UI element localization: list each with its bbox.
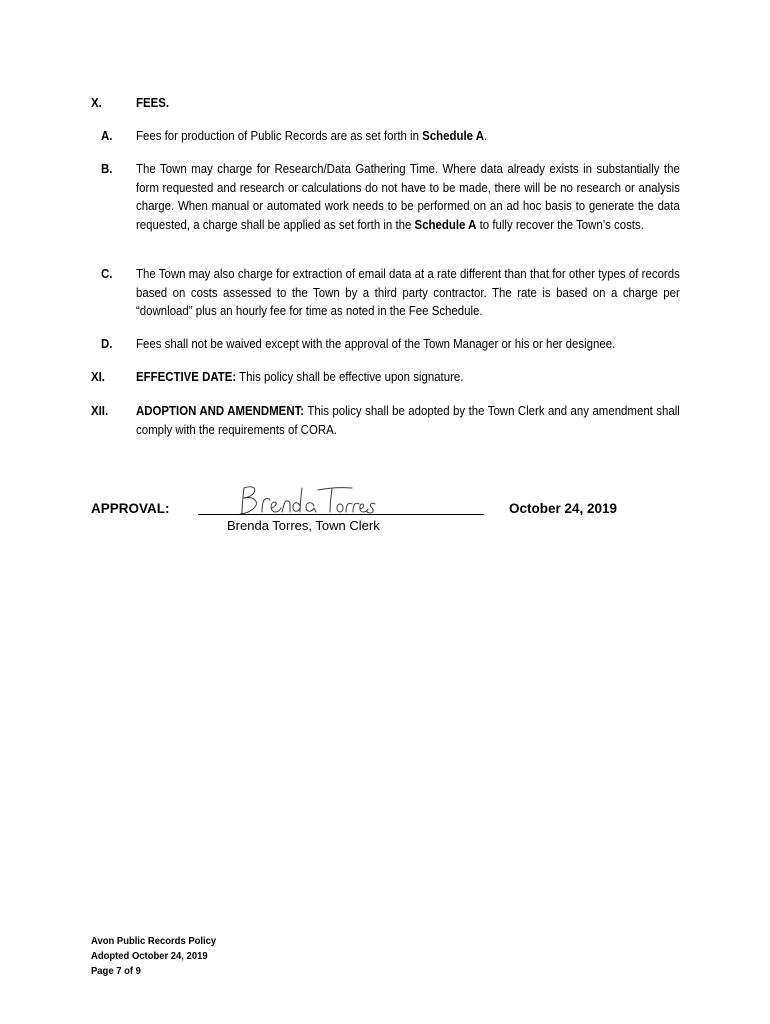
item-a-letter: A. <box>101 128 113 143</box>
page-footer <box>91 934 216 979</box>
schedule-a-ref: Schedule A <box>414 216 477 232</box>
section-xi-numeral: XI. <box>91 369 105 384</box>
section-x-numeral: X. <box>91 95 102 110</box>
signer-name: Brenda Torres, Town Clerk <box>227 518 380 533</box>
approval-label: APPROVAL: <box>91 501 170 516</box>
item-a-paragraph: Fees for production of Public Records are as set forth in Schedule A. <box>136 128 488 143</box>
section-xii-numeral: XII. <box>91 403 109 418</box>
item-d-paragraph: Fees shall not be waived except with the approval of the Town Manager or his or her designee. <box>136 336 616 351</box>
item-b-letter: B. <box>101 161 113 176</box>
footer-page-number: Page 7 of 9 <box>91 965 141 977</box>
item-c-paragraph: The Town may also charge for extraction of email data at a rate different than that for other types of records based on costs assessed to the Town by a third party contractor. The rate is based on a charge per “download” plus an hourly fee for time as noted in the Fee Schedule. <box>136 266 680 318</box>
footer-adopted-date: Adopted October 24, 2019 <box>91 950 208 962</box>
handwritten-signature <box>236 484 378 518</box>
item-c-letter: C. <box>101 266 113 281</box>
effective-date-label: EFFECTIVE DATE: <box>136 369 237 384</box>
adoption-amendment-label: ADOPTION AND AMENDMENT: <box>136 403 305 418</box>
approval-date: October 24, 2019 <box>509 501 618 516</box>
item-b-paragraph: The Town may charge for Research/Data Gathering Time. Where data already exists in substantially the form requested and research or calculations do not have to be made, there will be no research or analysis charge. When manual or automated work needs to be performed on an ad hoc basis to generate the data requested, a charge shall be applied as set forth in the Schedule A to fully recover the Town’s costs. <box>136 161 680 232</box>
schedule-a-ref: Schedule A <box>422 128 485 143</box>
footer-policy-name: Avon Public Records Policy <box>91 935 217 947</box>
signature-line <box>198 514 484 515</box>
section-x-title: FEES. <box>136 95 170 110</box>
section-xi-paragraph: EFFECTIVE DATE: This policy shall be effective upon signature. <box>136 369 464 384</box>
item-d-letter: D. <box>101 336 113 351</box>
section-xii-paragraph: ADOPTION AND AMENDMENT: This policy shall be adopted by the Town Clerk and any amendment shall comply with the requirements of CORA. <box>136 403 680 437</box>
